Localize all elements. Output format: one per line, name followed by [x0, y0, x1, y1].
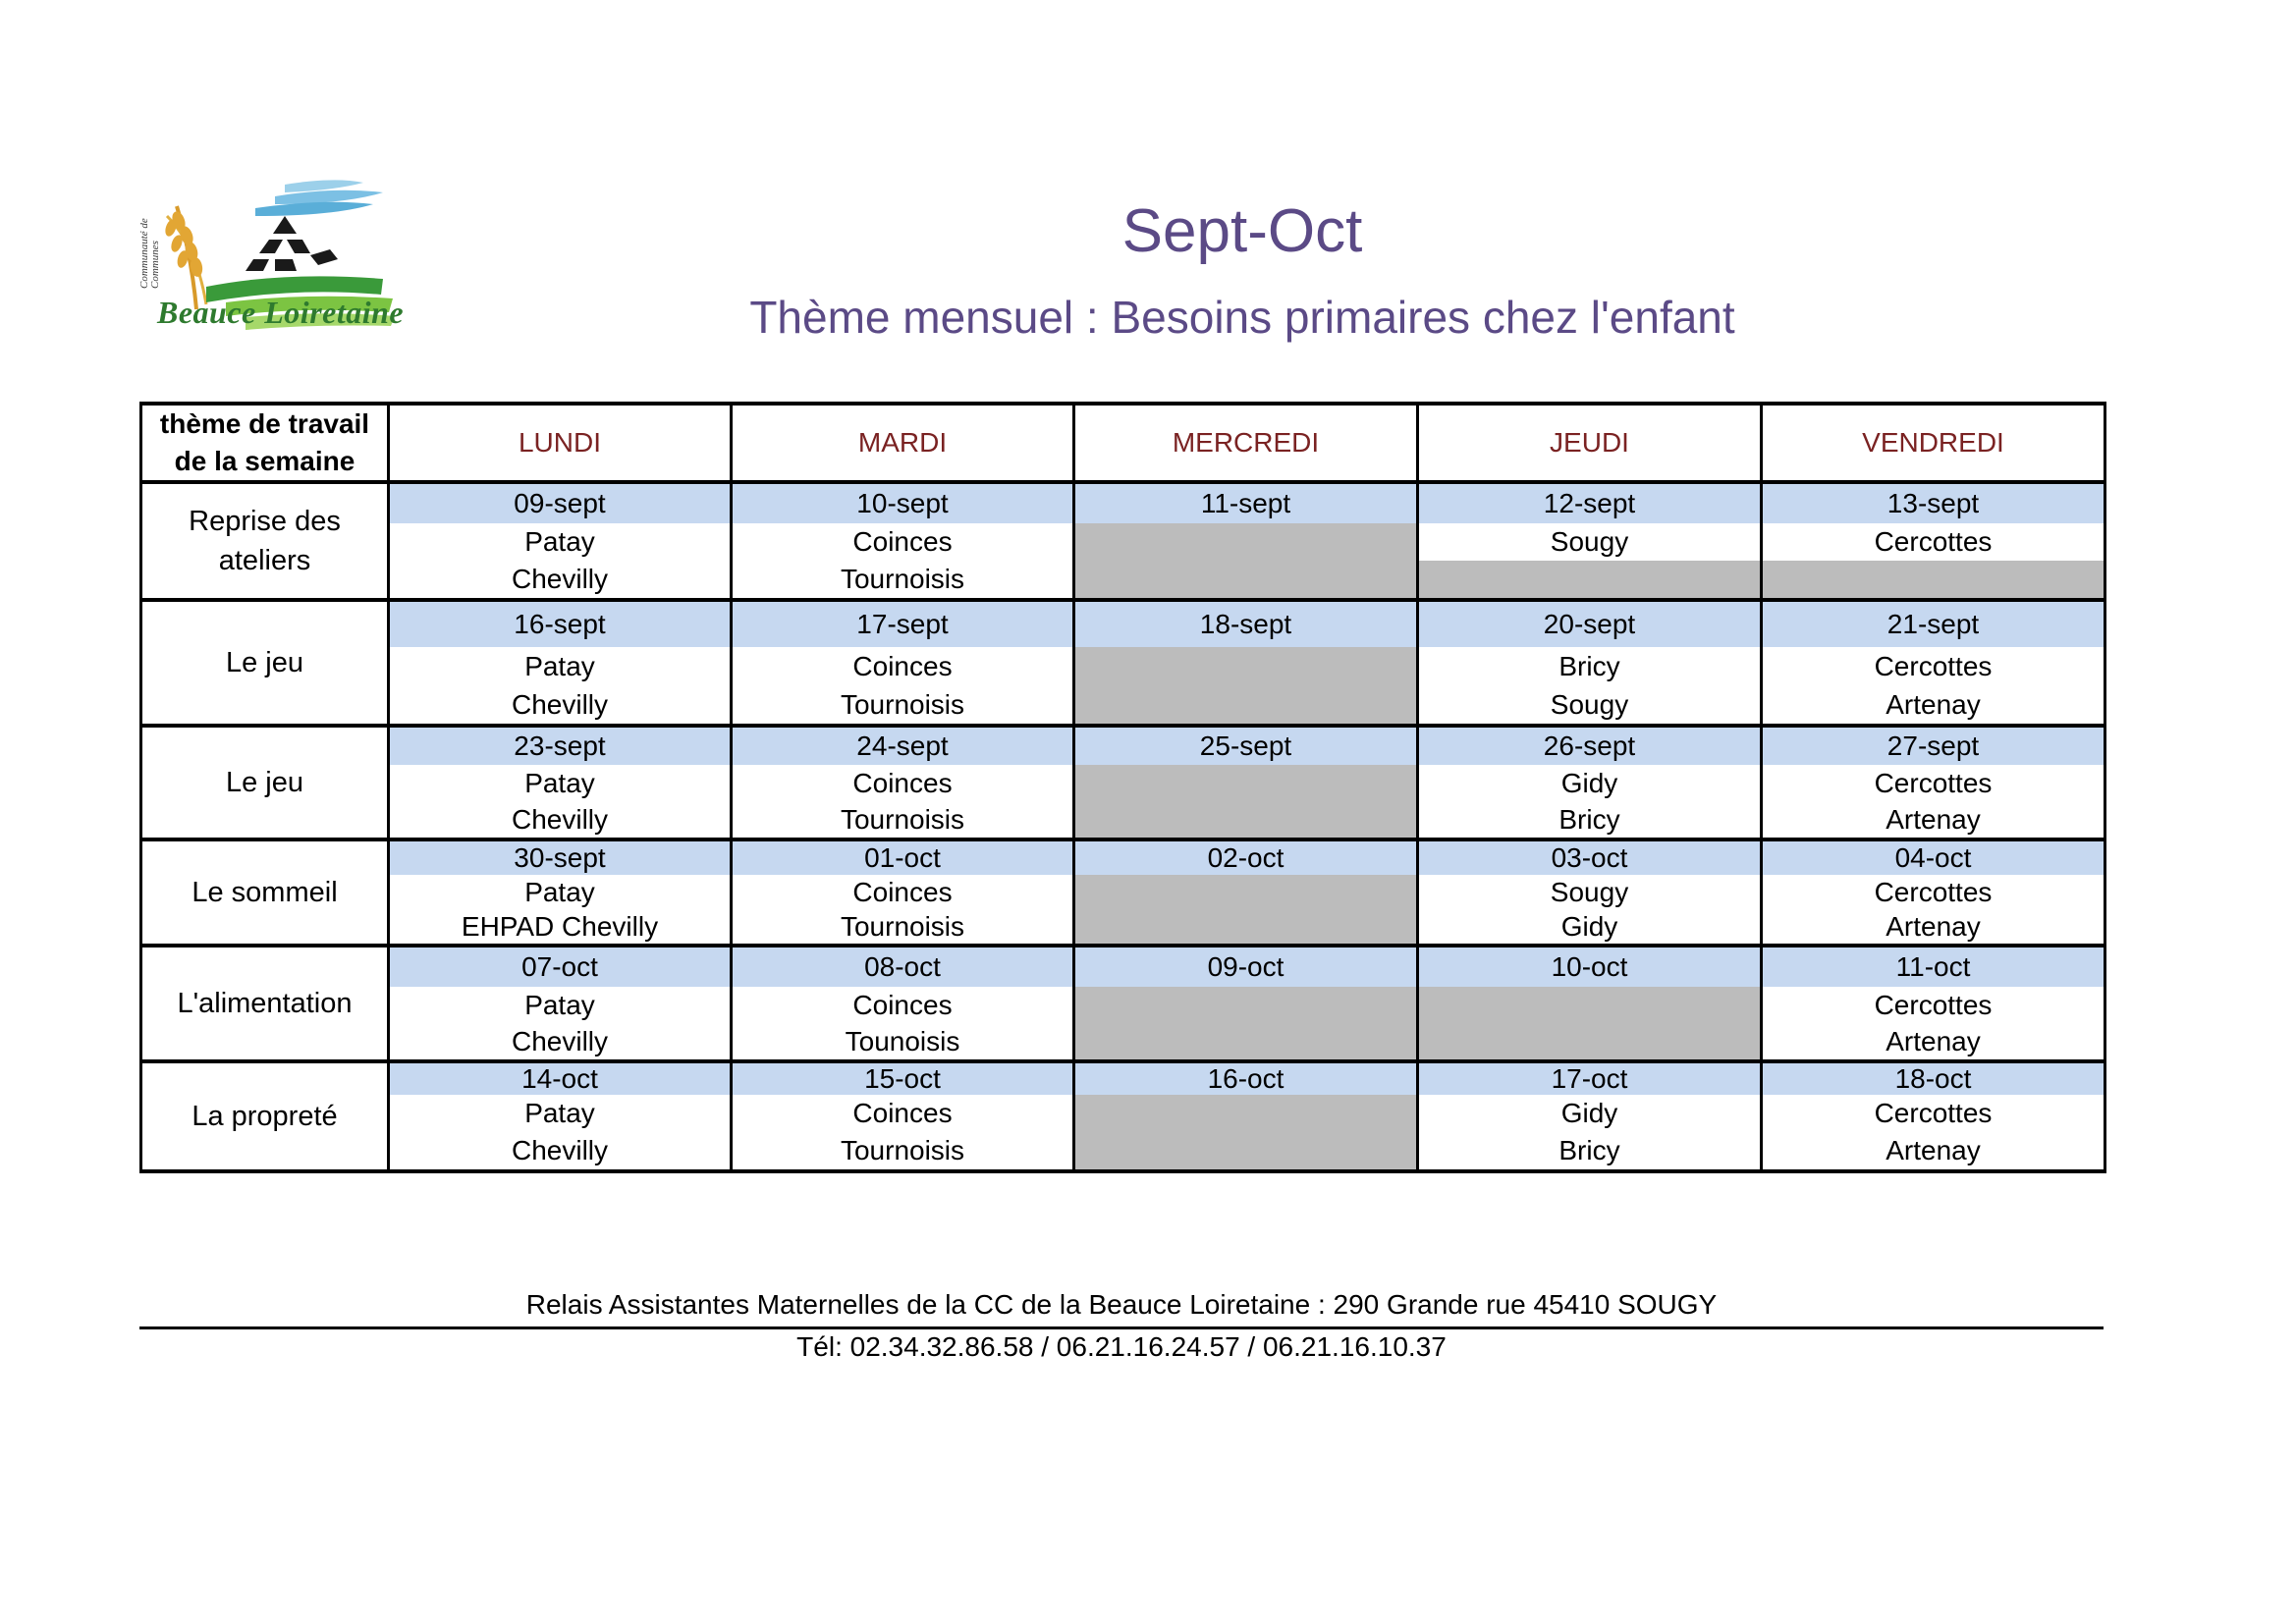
town-cell: Chevilly	[389, 802, 732, 839]
date-cell: 03-oct	[1418, 839, 1762, 875]
date-cell: 10-oct	[1418, 946, 1762, 987]
week-theme: Le jeu	[141, 726, 389, 839]
town-cell: Tournoisis	[732, 910, 1074, 946]
town-cell: Chevilly	[389, 1024, 732, 1061]
town-cell: Artenay	[1762, 1132, 2105, 1171]
page-title: Sept-Oct	[1121, 197, 1363, 265]
town-cell: Artenay	[1762, 802, 2105, 839]
empty-cell	[1762, 561, 2105, 600]
empty-cell	[1418, 987, 1762, 1024]
town-cell: Sougy	[1418, 875, 1762, 910]
town-cell: Bricy	[1418, 647, 1762, 686]
day-header-mardi: MARDI	[732, 404, 1074, 482]
town-cell: Sougy	[1418, 686, 1762, 726]
town-cell: Coinces	[732, 523, 1074, 561]
town-cell: Patay	[389, 765, 732, 802]
week-town-row	[141, 561, 2105, 600]
week-town-row	[141, 765, 2105, 802]
week-town-row	[141, 987, 2105, 1024]
town-cell: Patay	[389, 987, 732, 1024]
town-cell: Tournoisis	[732, 686, 1074, 726]
week-town-row	[141, 1024, 2105, 1061]
week-town-row	[141, 686, 2105, 726]
date-cell: 25-sept	[1074, 726, 1418, 765]
date-cell: 01-oct	[732, 839, 1074, 875]
town-cell: Gidy	[1418, 910, 1762, 946]
date-cell: 20-sept	[1418, 600, 1762, 647]
town-cell: Cercottes	[1762, 765, 2105, 802]
empty-cell	[1074, 875, 1418, 910]
town-cell: Bricy	[1418, 1132, 1762, 1171]
date-cell: 07-oct	[389, 946, 732, 987]
town-cell: Cercottes	[1762, 987, 2105, 1024]
week-town-row	[141, 523, 2105, 561]
town-cell: Cercottes	[1762, 1095, 2105, 1132]
week-date-row	[141, 482, 2105, 523]
day-header-mercredi: MERCREDI	[1074, 404, 1418, 482]
day-header-vendredi: VENDREDI	[1762, 404, 2105, 482]
date-cell: 17-oct	[1418, 1061, 1762, 1095]
town-cell: Cercottes	[1762, 523, 2105, 561]
date-cell: 27-sept	[1762, 726, 2105, 765]
week-date-row	[141, 946, 2105, 987]
town-cell: Patay	[389, 647, 732, 686]
date-cell: 14-oct	[389, 1061, 732, 1095]
week-town-row	[141, 647, 2105, 686]
footer-divider	[139, 1326, 2104, 1329]
town-cell: Patay	[389, 875, 732, 910]
week-theme: La propreté	[141, 1061, 389, 1171]
town-cell: Gidy	[1418, 765, 1762, 802]
week-date-row	[141, 839, 2105, 875]
empty-cell	[1074, 765, 1418, 802]
date-cell: 09-sept	[389, 482, 732, 523]
weeks-body	[141, 482, 2105, 1171]
town-cell: Tounoisis	[732, 1024, 1074, 1061]
logo-subtitle: Communauté de Communes	[138, 218, 161, 289]
date-cell: 23-sept	[389, 726, 732, 765]
date-cell: 17-sept	[732, 600, 1074, 647]
date-cell: 12-sept	[1418, 482, 1762, 523]
town-cell: Gidy	[1418, 1095, 1762, 1132]
town-cell: Coinces	[732, 987, 1074, 1024]
empty-cell	[1074, 686, 1418, 726]
empty-cell	[1074, 1024, 1418, 1061]
town-cell: Sougy	[1418, 523, 1762, 561]
date-cell: 08-oct	[732, 946, 1074, 987]
week-town-row	[141, 875, 2105, 910]
schedule-table	[139, 402, 2106, 1173]
date-cell: 18-sept	[1074, 600, 1418, 647]
town-cell: Chevilly	[389, 686, 732, 726]
date-cell: 16-oct	[1074, 1061, 1418, 1095]
date-cell: 24-sept	[732, 726, 1074, 765]
footer-phone: Tél: 02.34.32.86.58 / 06.21.16.24.57 / 06.21.16.10.37	[796, 1331, 1447, 1362]
date-cell: 02-oct	[1074, 839, 1418, 875]
empty-cell	[1074, 910, 1418, 946]
date-cell: 11-sept	[1074, 482, 1418, 523]
empty-cell	[1074, 802, 1418, 839]
date-cell: 21-sept	[1762, 600, 2105, 647]
date-cell: 18-oct	[1762, 1061, 2105, 1095]
week-theme: Reprise des ateliers	[141, 482, 389, 600]
week-town-row	[141, 1132, 2105, 1171]
empty-cell	[1418, 1024, 1762, 1061]
town-cell: Bricy	[1418, 802, 1762, 839]
date-cell: 04-oct	[1762, 839, 2105, 875]
week-town-row	[141, 802, 2105, 839]
week-town-row	[141, 910, 2105, 946]
date-cell: 16-sept	[389, 600, 732, 647]
week-date-row	[141, 726, 2105, 765]
week-date-row	[141, 600, 2105, 647]
week-town-row	[141, 1095, 2105, 1132]
day-header-jeudi: JEUDI	[1418, 404, 1762, 482]
empty-cell	[1074, 987, 1418, 1024]
theme-column-header: thème de travail de la semaine	[141, 404, 389, 482]
town-cell: Tournoisis	[732, 802, 1074, 839]
week-theme: Le sommeil	[141, 839, 389, 946]
town-cell: Artenay	[1762, 910, 2105, 946]
town-cell: Coinces	[732, 647, 1074, 686]
empty-cell	[1074, 1132, 1418, 1171]
town-cell: Chevilly	[389, 561, 732, 600]
town-cell: Chevilly	[389, 1132, 732, 1171]
town-cell: Coinces	[732, 875, 1074, 910]
date-cell: 30-sept	[389, 839, 732, 875]
logo-name: Beauce Loiretaine	[157, 295, 405, 330]
week-date-row	[141, 1061, 2105, 1095]
date-cell: 13-sept	[1762, 482, 2105, 523]
week-theme: Le jeu	[141, 600, 389, 726]
date-cell: 26-sept	[1418, 726, 1762, 765]
town-cell: EHPAD Chevilly	[389, 910, 732, 946]
date-cell: 10-sept	[732, 482, 1074, 523]
date-cell: 09-oct	[1074, 946, 1418, 987]
empty-cell	[1074, 561, 1418, 600]
empty-cell	[1418, 561, 1762, 600]
date-cell: 15-oct	[732, 1061, 1074, 1095]
town-cell: Patay	[389, 523, 732, 561]
empty-cell	[1074, 1095, 1418, 1132]
town-cell: Tournoisis	[732, 1132, 1074, 1171]
town-cell: Cercottes	[1762, 647, 2105, 686]
day-header-lundi: LUNDI	[389, 404, 732, 482]
town-cell: Cercottes	[1762, 875, 2105, 910]
week-theme: L'alimentation	[141, 946, 389, 1061]
town-cell: Coinces	[732, 765, 1074, 802]
town-cell: Tournoisis	[732, 561, 1074, 600]
town-cell: Patay	[389, 1095, 732, 1132]
table-header-row	[141, 404, 2105, 482]
footer-address: Relais Assistantes Maternelles de la CC de la Beauce Loiretaine : 290 Grande rue 45410 SOUGY	[525, 1289, 1718, 1320]
town-cell: Artenay	[1762, 1024, 2105, 1061]
empty-cell	[1074, 523, 1418, 561]
town-cell: Artenay	[1762, 686, 2105, 726]
date-cell: 11-oct	[1762, 946, 2105, 987]
empty-cell	[1074, 647, 1418, 686]
town-cell: Coinces	[732, 1095, 1074, 1132]
page-subtitle: Thème mensuel : Besoins primaires chez l'enfant	[749, 292, 1735, 343]
